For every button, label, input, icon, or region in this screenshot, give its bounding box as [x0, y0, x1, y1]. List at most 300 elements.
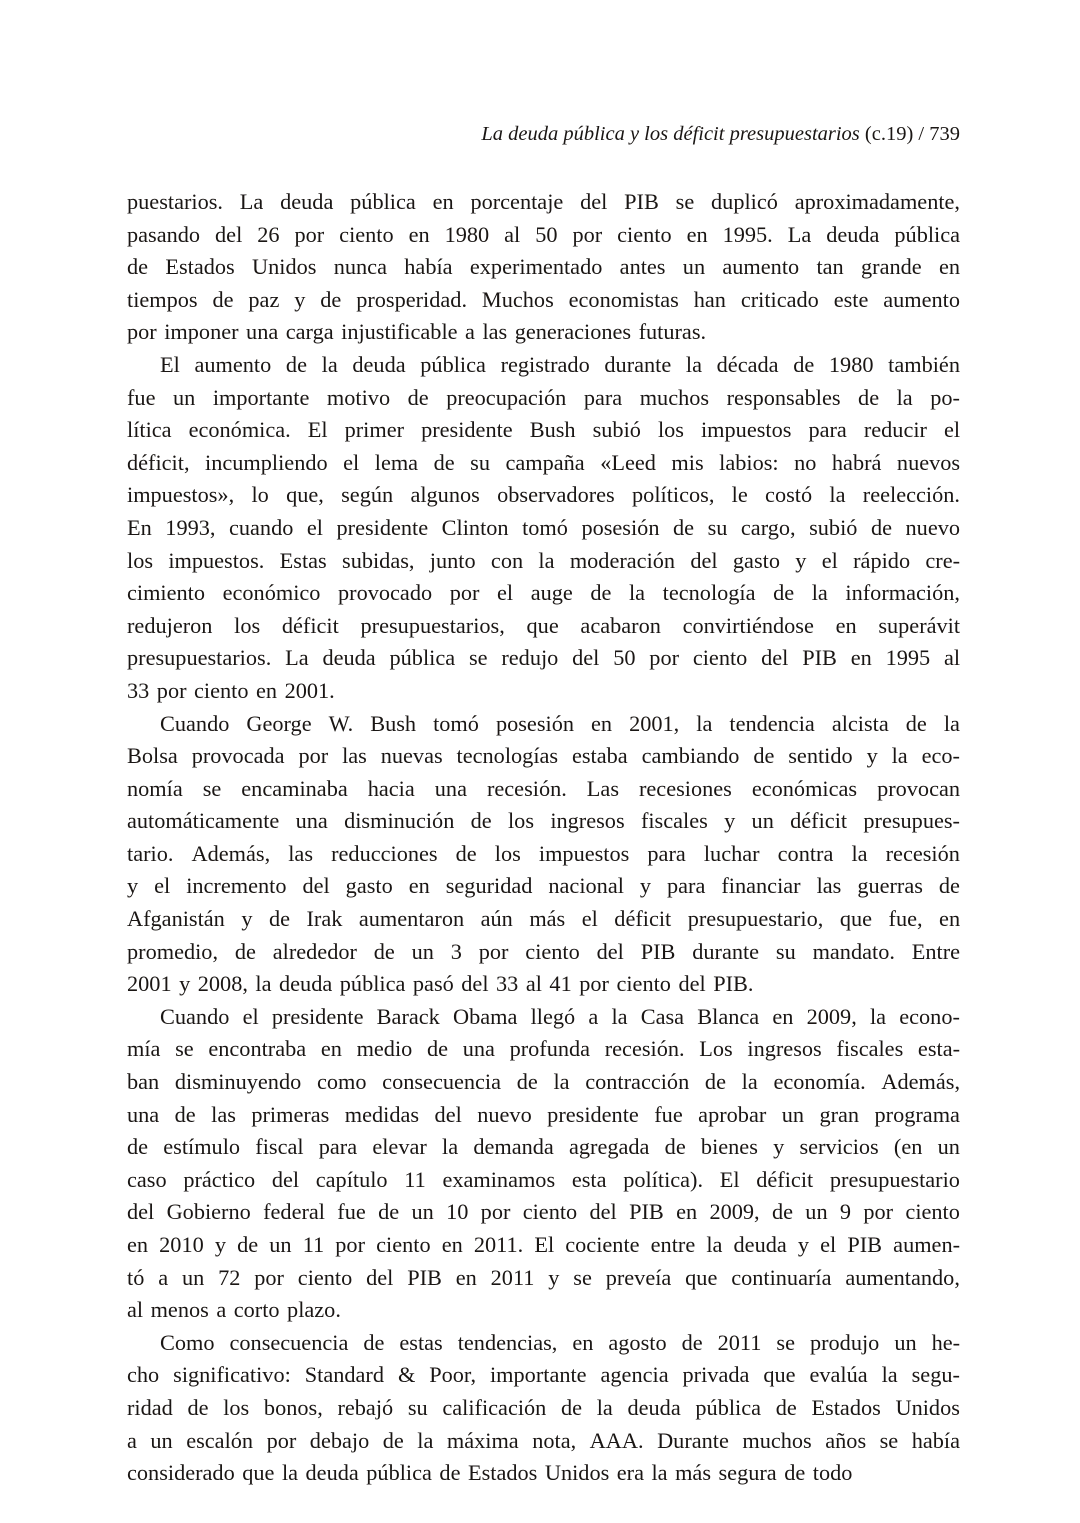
word-space [833, 838, 851, 871]
text-line [127, 219, 960, 252]
word: auge [530, 580, 573, 606]
word-space [816, 447, 832, 480]
word-space [796, 512, 810, 545]
word-space [154, 1196, 166, 1229]
word-space [857, 1001, 870, 1034]
word: del [761, 645, 789, 671]
word-space [598, 1001, 611, 1034]
word: importante [212, 384, 310, 410]
word-space [881, 1392, 896, 1425]
word-space [684, 1001, 697, 1034]
text-line [127, 773, 960, 806]
word: las [816, 873, 842, 899]
word: acabaron [580, 612, 661, 638]
word-space [489, 219, 504, 252]
word-space [404, 414, 421, 447]
word-space [702, 349, 717, 382]
word-space [440, 1001, 453, 1034]
word: 2001. [284, 677, 335, 703]
first-line-indent [127, 1001, 160, 1034]
word: la [538, 547, 555, 573]
word-space [796, 936, 813, 969]
word-space [518, 968, 526, 1001]
word: los [234, 612, 261, 638]
word-space [565, 903, 581, 936]
word: Entre [911, 938, 961, 964]
word: Unidos [252, 254, 317, 280]
text-line [127, 740, 960, 773]
word-space [607, 1164, 624, 1197]
word: de [938, 873, 960, 899]
word-space [774, 740, 788, 773]
word: guerras [857, 873, 923, 899]
word: un [181, 1264, 205, 1290]
word: de [673, 514, 695, 540]
word-space [686, 838, 704, 871]
word: ingresos [550, 808, 625, 834]
word-space [454, 968, 462, 1001]
word: por [649, 645, 680, 671]
word-space [740, 1164, 757, 1197]
word-space [272, 968, 280, 1001]
word: Muchos [481, 286, 554, 312]
word: aprobar [698, 1101, 767, 1127]
word: evalúa [809, 1362, 868, 1388]
word: seguridad [445, 873, 533, 899]
word-space [357, 1131, 372, 1164]
word: preocupación [446, 384, 567, 410]
word-space [155, 382, 173, 415]
word-space [416, 186, 433, 219]
word-space [455, 642, 469, 675]
word: las [211, 1101, 236, 1127]
word: y [773, 1134, 785, 1160]
word-space [625, 805, 641, 838]
word: consecuencia [229, 1329, 349, 1355]
word-space [255, 1164, 272, 1197]
word: nuevo [477, 1101, 532, 1127]
word: por [449, 580, 480, 606]
word-space [705, 870, 721, 903]
word: W. [328, 710, 354, 736]
word: 41 [549, 971, 572, 997]
word: por [863, 1199, 894, 1225]
word: recesión. [604, 1036, 685, 1062]
text-line [127, 1001, 960, 1034]
text-line [127, 186, 960, 219]
word-space [828, 1196, 840, 1229]
word-space [814, 349, 829, 382]
word-space [609, 1457, 617, 1490]
word: de [363, 1329, 385, 1355]
word: una [127, 1101, 160, 1127]
text-line [127, 1294, 960, 1327]
word: para [667, 873, 706, 899]
word: la [829, 482, 846, 508]
word-space [779, 349, 794, 382]
word-space [279, 805, 295, 838]
word: subió [592, 417, 641, 443]
word: Obama [453, 1003, 518, 1029]
word: de [516, 1069, 538, 1095]
word: tomó [522, 514, 568, 540]
word-space [271, 642, 285, 675]
word: la [943, 710, 960, 736]
word-space [814, 610, 836, 643]
word: al [943, 645, 961, 671]
word-space [917, 1327, 932, 1360]
word: paz [248, 286, 280, 312]
word: ciento [376, 1232, 431, 1257]
word: alcista [831, 710, 889, 736]
word: fue [127, 384, 156, 410]
word-space [251, 1196, 263, 1229]
word-space [874, 349, 889, 382]
word-space [602, 251, 619, 284]
word: práctico [183, 1166, 256, 1192]
word: los [657, 417, 684, 443]
word: nota, [532, 1427, 577, 1453]
word-space [787, 1229, 798, 1262]
word: federal [263, 1199, 325, 1225]
word: ciento [297, 1264, 353, 1290]
word-space [567, 773, 587, 806]
word-space [681, 1392, 696, 1425]
word: subió [809, 514, 858, 540]
word: que [526, 612, 559, 638]
word-space [879, 382, 897, 415]
word: rápido [853, 547, 911, 573]
word-space [801, 870, 817, 903]
word: su [775, 938, 796, 964]
word: La [787, 221, 812, 247]
word-space [828, 577, 846, 610]
word: lo [251, 482, 269, 508]
word: del [589, 1199, 617, 1225]
word: déficit [756, 1166, 814, 1192]
text-line [127, 1033, 960, 1066]
word-space [298, 1457, 306, 1490]
word: económicas [751, 775, 858, 801]
word: déficit [790, 808, 848, 834]
word: porcentaje [470, 189, 564, 214]
word-space [324, 1229, 335, 1262]
word: Además, [881, 1069, 961, 1095]
word-space [159, 1066, 175, 1099]
word: tomó [433, 710, 479, 736]
word-space [593, 1327, 608, 1360]
word: presidente [421, 417, 513, 443]
word-space [390, 382, 408, 415]
word-space [263, 186, 280, 219]
word-space [773, 219, 788, 252]
word-space [538, 1066, 554, 1099]
word: 2010 [159, 1232, 204, 1257]
word-space [215, 512, 229, 545]
word-space [735, 805, 751, 838]
word: impuestos», [127, 482, 235, 508]
word-space [758, 1066, 774, 1099]
word: nuevas [380, 743, 443, 769]
word: déficit [614, 906, 672, 932]
word: tan [816, 254, 844, 280]
word-space [675, 545, 690, 578]
word: en [772, 1003, 794, 1029]
word-space [805, 1457, 813, 1490]
word-space [629, 838, 647, 871]
word-space [157, 316, 165, 349]
word: deuda [733, 1232, 787, 1257]
word-space [930, 642, 944, 675]
text-line [127, 349, 960, 382]
word-space [898, 1425, 912, 1458]
word: mía [127, 1036, 161, 1062]
text-line [127, 642, 960, 675]
word: un [269, 1232, 292, 1257]
word: AAA. [589, 1427, 644, 1453]
word: tó [127, 1264, 145, 1290]
text-line [127, 545, 960, 578]
word-space [256, 936, 273, 969]
word-space [160, 1033, 175, 1066]
word-space [292, 1229, 303, 1262]
word: cargo, [740, 514, 796, 540]
word: incremento [186, 873, 287, 899]
word-space [722, 1229, 733, 1262]
word-space [152, 512, 166, 545]
word-space [280, 1294, 288, 1327]
word-space [671, 1262, 685, 1295]
word: imponer [164, 319, 239, 345]
word: sentido [788, 743, 853, 769]
word-space [590, 349, 605, 382]
word: políticos, [632, 482, 715, 508]
word: 72 [218, 1264, 241, 1290]
word-space [415, 773, 435, 806]
word: tecnologías [456, 743, 559, 769]
word-space [703, 1164, 720, 1197]
word-space [443, 1327, 458, 1360]
word: fiscales [836, 1036, 904, 1062]
word-space [235, 251, 252, 284]
word: la [685, 351, 702, 377]
word: Blanca [697, 1003, 760, 1029]
word-space [359, 447, 375, 480]
word-space [599, 642, 613, 675]
word: muchos [742, 1427, 812, 1453]
word: llegó [530, 1003, 576, 1029]
word: Las [586, 775, 619, 801]
word: había [911, 1427, 960, 1453]
word-space [137, 1425, 151, 1458]
word-space [359, 1457, 367, 1490]
word-space [236, 1099, 251, 1132]
word: una [462, 1036, 495, 1062]
word-space [159, 1099, 174, 1132]
word-space [172, 414, 189, 447]
word-space [342, 1033, 357, 1066]
word-space [153, 545, 168, 578]
text-line [127, 838, 960, 871]
word: por [335, 1232, 366, 1257]
word: hacia [367, 775, 415, 801]
word: un [411, 938, 434, 964]
word: de [784, 1460, 806, 1486]
word-space [467, 284, 482, 317]
word: 50 [613, 645, 636, 671]
word-space [602, 219, 617, 252]
word: economía. [773, 1069, 866, 1095]
word-space [908, 740, 922, 773]
word-space [592, 1262, 606, 1295]
word: y [214, 1232, 227, 1257]
word: junto [429, 547, 476, 573]
running-head-title: La deuda pública y los déficit presupuestarios [481, 123, 860, 145]
word: del [572, 645, 600, 671]
word-space [508, 936, 525, 969]
word: tario. [127, 840, 174, 866]
text-line [127, 1327, 960, 1360]
word-space [198, 284, 213, 317]
word: 11 [404, 1166, 426, 1192]
word: fue [654, 1101, 683, 1127]
word-space [656, 447, 672, 480]
word-space [879, 1327, 894, 1360]
word: del [461, 971, 489, 997]
word: subidas, [342, 547, 415, 573]
word-space [513, 414, 530, 447]
word: & [397, 1362, 416, 1388]
word-space [532, 1099, 547, 1132]
word-space [847, 414, 864, 447]
word: significativo: [173, 1362, 291, 1388]
word: para [647, 840, 686, 866]
word: un [937, 1134, 960, 1160]
word-space [641, 414, 658, 447]
word-space [242, 219, 257, 252]
word-space [286, 870, 302, 903]
word: primeras [251, 1101, 330, 1127]
word: al [127, 1297, 144, 1323]
word-space [299, 1164, 316, 1197]
word-space [234, 479, 251, 512]
word: capítulo [315, 1166, 388, 1192]
word-space [394, 219, 409, 252]
word-space [622, 382, 640, 415]
word-space [173, 1392, 188, 1425]
word-space [879, 1131, 894, 1164]
word-space [635, 642, 649, 675]
word-space [393, 870, 409, 903]
word-space [296, 1425, 310, 1458]
text-line [127, 251, 960, 284]
word-space [312, 708, 329, 741]
word: cuando [228, 514, 294, 540]
word: reelección. [862, 482, 960, 508]
word-space [513, 577, 531, 610]
word: en [408, 873, 430, 899]
word: he- [931, 1329, 961, 1355]
word-space [555, 545, 570, 578]
word-space [615, 479, 632, 512]
word-space [434, 936, 451, 969]
word: «Leed [600, 449, 656, 475]
word-space [756, 577, 774, 610]
word: los [223, 1394, 250, 1420]
word: 50 [535, 221, 558, 247]
word: el [943, 417, 961, 443]
word: preveía [605, 1264, 672, 1290]
word-space [851, 1196, 863, 1229]
word-space [811, 219, 826, 252]
word-space [229, 708, 246, 741]
word-space [467, 773, 487, 806]
word: menos [150, 1297, 209, 1323]
word: medio [356, 1036, 413, 1062]
first-line-indent [127, 708, 160, 741]
word: motivo [326, 384, 391, 410]
word: en [432, 189, 454, 214]
word-space [639, 1099, 654, 1132]
word: del [271, 1166, 300, 1192]
word: disminuyendo [174, 1069, 302, 1095]
word-space [455, 447, 471, 480]
word-space [819, 284, 834, 317]
word: aumentando, [845, 1264, 960, 1290]
word-space [333, 186, 350, 219]
word: un [150, 1427, 173, 1453]
word-space [708, 805, 724, 838]
word-space [490, 447, 506, 480]
word-space [576, 414, 593, 447]
word-space [388, 1164, 405, 1197]
word: tendencias, [457, 1329, 558, 1355]
text-line [127, 1392, 960, 1425]
word: este [833, 286, 869, 312]
word: 1995 [885, 645, 931, 671]
word: el [820, 1232, 837, 1257]
word: su [707, 514, 728, 540]
word: y [639, 873, 652, 899]
word: pública [339, 971, 406, 997]
word-space [923, 903, 939, 936]
word-space [284, 1262, 298, 1295]
word: le [731, 482, 748, 508]
word: que [839, 906, 873, 932]
word-space [434, 1196, 446, 1229]
word: aumento [194, 351, 272, 377]
word-space [889, 708, 906, 741]
word-space [778, 186, 795, 219]
word-space [714, 479, 731, 512]
word-space [726, 1066, 742, 1099]
word: econo- [899, 1003, 960, 1029]
word-space [458, 1131, 473, 1164]
word: Como [160, 1329, 215, 1355]
word-space [173, 838, 191, 871]
word-space [739, 740, 753, 773]
word-space [537, 1457, 545, 1490]
word: economistas [568, 286, 679, 312]
word-space [664, 1196, 676, 1229]
word: Barack [376, 1003, 440, 1029]
word-space [749, 1359, 763, 1392]
text-line [127, 870, 960, 903]
word: una [295, 808, 328, 834]
paragraph [127, 708, 960, 1001]
word-space [587, 1359, 601, 1392]
text-line [127, 610, 960, 643]
